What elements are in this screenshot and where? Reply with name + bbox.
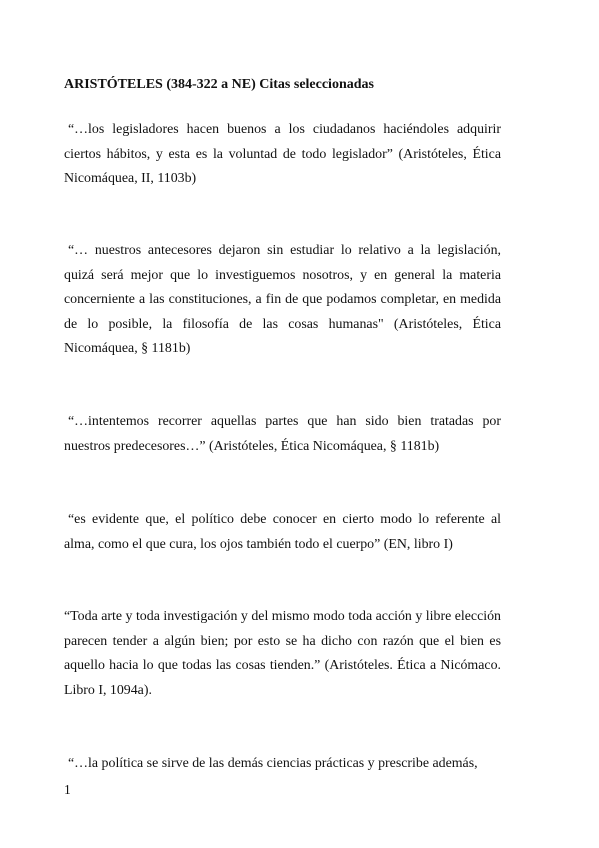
quote-paragraph: “Toda arte y toda investigación y del mismo modo toda acción y libre elección parecen tender a algún bien; por esto se ha dicho con razón que el bien es aquello hacia lo que todas las cosas tienden.” (Aristóteles. Ética a Nicómaco. Libro I, 1094a). — [64, 609, 501, 698]
document-title: ARISTÓTELES (384-322 a NE) Citas seleccionadas — [64, 77, 374, 92]
quote-paragraph: “…la política se sirve de las demás ciencias prácticas y prescribe además, — [68, 756, 478, 771]
page-number: 1 — [64, 782, 71, 797]
quote-paragraph: “…los legisladores hacen buenos a los ciudadanos haciéndoles adquirir ciertos hábitos, y esta es la voluntad de todo legislador” (Aristóteles, Ética Nicomáquea, II, 1103b) — [64, 122, 501, 187]
quote-paragraph: “… nuestros antecesores dejaron sin estudiar lo relativo a la legislación, quizá será mejor que lo investiguemos nosotros, y en general la materia concerniente a las constituciones, a fin de que podamos completar, en medida de lo posible, la filosofía de las cosas humanas" (Aristóteles, Ética Nicomáquea, § 1181b) — [64, 243, 501, 357]
quote-paragraph: “…intentemos recorrer aquellas partes que han sido bien tratadas por nuestros predecesores…” (Aristóteles, Ética Nicomáquea, § 1181b) — [64, 414, 501, 454]
quote-paragraph: “es evidente que, el político debe conocer en cierto modo lo referente al alma, como el que cura, los ojos también todo el cuerpo” (EN, libro I) — [64, 512, 501, 552]
